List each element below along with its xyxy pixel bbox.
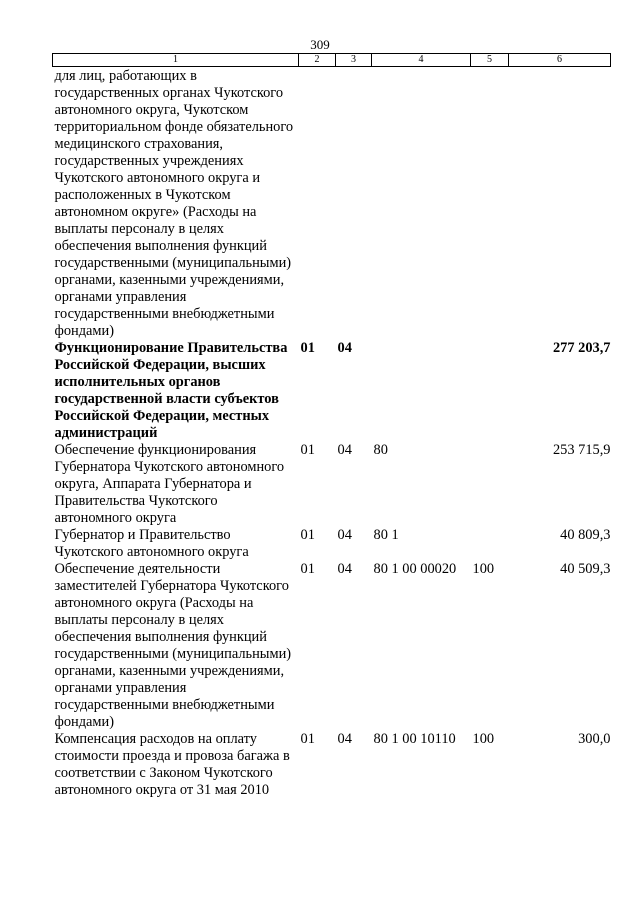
row-csr-cell: 80 1 xyxy=(373,527,399,543)
row-csr-cell: 80 xyxy=(373,442,388,458)
row-pr-cell: 04 xyxy=(337,527,352,543)
row-sum-cell: 300,0 xyxy=(578,731,611,747)
row-name-cell: Обеспечение деятельности заместителей Губернатора Чукотского автономного округа (Расходы на выплаты персоналу в целях обеспечения выполнения функций государственными (муниципальными) органами, казенными учреждениями, органами управления государственными внебюджетными фондами) xyxy=(54,561,292,730)
column-header: 6 xyxy=(509,54,611,67)
row-vr-cell: 100 xyxy=(472,561,495,577)
table-row xyxy=(53,340,611,442)
table-row xyxy=(53,561,611,731)
row-pr-cell: 04 xyxy=(337,442,352,458)
row-vr-cell xyxy=(471,442,509,527)
row-pr-cell: 04 xyxy=(337,561,352,577)
row-rz-cell xyxy=(299,67,336,341)
row-name-cell: Обеспечение функционирования Губернатора Чукотского автономного округа, Аппарата Губернатора и Правительства Чукотского автономного округа xyxy=(54,442,285,526)
row-sum-cell: 277 203,7 xyxy=(552,340,611,356)
column-header: 5 xyxy=(471,54,509,67)
row-sum-cell: 253 715,9 xyxy=(552,442,611,458)
row-sum-cell: 40 809,3 xyxy=(560,527,611,543)
row-rz-cell: 01 xyxy=(300,340,315,356)
row-vr-cell xyxy=(471,527,509,561)
row-pr-cell xyxy=(336,67,372,341)
budget-table xyxy=(52,53,611,799)
row-rz-cell: 01 xyxy=(300,731,315,747)
table-row xyxy=(53,442,611,527)
column-header: 1 xyxy=(53,54,299,67)
row-name-cell: Губернатор и Правительство Чукотского автономного округа xyxy=(54,527,249,560)
row-name-cell: Функционирование Правительства Российской Федерации, высших исполнительных органов государственной власти субъектов Российской Федерации, местных администраций xyxy=(54,340,288,441)
row-vr-cell xyxy=(471,67,509,341)
row-rz-cell: 01 xyxy=(300,442,315,458)
row-name-cell: для лиц, работающих в государственных органах Чукотского автономного округа, Чукотском территориальном фонде обязательного медицинского страхования, государственных учреждениях Чукотского автономного округа и расположенных в Чукотском автономном округе» (Расходы на выплаты персоналу в целях обеспечения выполнения функций государственными (муниципальными) органами, казенными учреждениями, органами управления государственными внебюджетными фондами) xyxy=(54,68,294,339)
column-header: 3 xyxy=(336,54,372,67)
table-row xyxy=(53,67,611,341)
row-rz-cell: 01 xyxy=(300,527,315,543)
row-pr-cell: 04 xyxy=(337,340,352,356)
row-pr-cell: 04 xyxy=(337,731,352,747)
row-csr-cell xyxy=(372,340,471,442)
row-csr-cell xyxy=(372,67,471,341)
row-rz-cell: 01 xyxy=(300,561,315,577)
column-number-row xyxy=(53,54,611,67)
row-vr-cell xyxy=(471,340,509,442)
row-vr-cell: 100 xyxy=(472,731,495,747)
row-sum-cell: 40 509,3 xyxy=(560,561,611,577)
row-csr-cell: 80 1 00 00020 xyxy=(373,561,457,577)
column-header: 4 xyxy=(372,54,471,67)
row-sum-cell xyxy=(509,67,611,341)
column-header: 2 xyxy=(299,54,336,67)
page-number: 309 xyxy=(310,37,330,52)
row-name-cell: Компенсация расходов на оплату стоимости проезда и провоза багажа в соответствии с Законом Чукотского автономного округа от 31 мая 2010 xyxy=(54,731,290,798)
table-row xyxy=(53,527,611,561)
table-row xyxy=(53,731,611,799)
row-csr-cell: 80 1 00 10110 xyxy=(373,731,456,747)
